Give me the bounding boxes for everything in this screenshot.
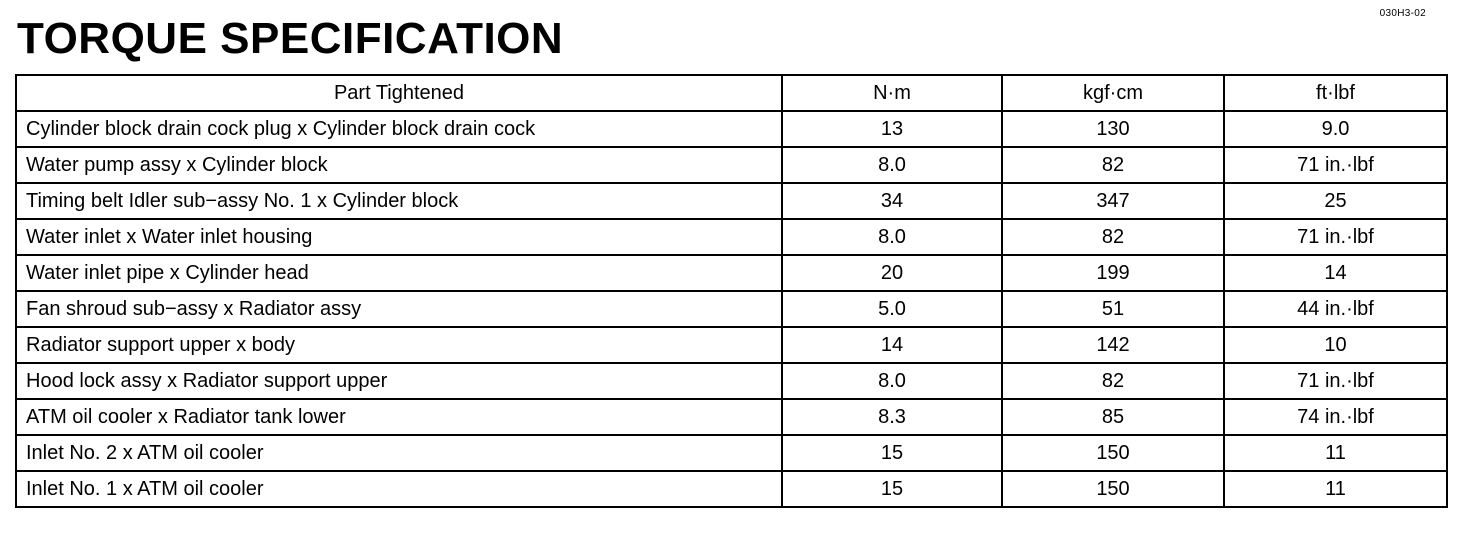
part-cell: Fan shroud sub−assy x Radiator assy bbox=[16, 291, 782, 327]
table-row bbox=[16, 111, 1447, 147]
header-part-tightened: Part Tightened bbox=[16, 75, 782, 111]
newton-meter-cell: 8.3 bbox=[782, 399, 1002, 435]
kgf-cm-cell: 199 bbox=[1002, 255, 1224, 291]
newton-meter-cell: 14 bbox=[782, 327, 1002, 363]
part-cell: ATM oil cooler x Radiator tank lower bbox=[16, 399, 782, 435]
newton-meter-cell: 15 bbox=[782, 435, 1002, 471]
table-header-row bbox=[16, 75, 1447, 111]
part-cell: Timing belt Idler sub−assy No. 1 x Cylinder block bbox=[16, 183, 782, 219]
kgf-cm-cell: 150 bbox=[1002, 435, 1224, 471]
table-body bbox=[16, 111, 1447, 507]
ft-lbf-cell: 14 bbox=[1224, 255, 1447, 291]
newton-meter-cell: 8.0 bbox=[782, 363, 1002, 399]
ft-lbf-cell: 10 bbox=[1224, 327, 1447, 363]
ft-lbf-cell: 11 bbox=[1224, 435, 1447, 471]
kgf-cm-cell: 82 bbox=[1002, 219, 1224, 255]
newton-meter-cell: 15 bbox=[782, 471, 1002, 507]
part-cell: Inlet No. 2 x ATM oil cooler bbox=[16, 435, 782, 471]
header-kgf-cm: kgf·cm bbox=[1002, 75, 1224, 111]
table-row bbox=[16, 327, 1447, 363]
kgf-cm-cell: 142 bbox=[1002, 327, 1224, 363]
kgf-cm-cell: 347 bbox=[1002, 183, 1224, 219]
part-cell: Radiator support upper x body bbox=[16, 327, 782, 363]
kgf-cm-cell: 85 bbox=[1002, 399, 1224, 435]
table-row bbox=[16, 255, 1447, 291]
header-ft-lbf: ft·lbf bbox=[1224, 75, 1447, 111]
table-row bbox=[16, 471, 1447, 507]
newton-meter-cell: 20 bbox=[782, 255, 1002, 291]
table-row bbox=[16, 291, 1447, 327]
kgf-cm-cell: 82 bbox=[1002, 147, 1224, 183]
part-cell: Water inlet pipe x Cylinder head bbox=[16, 255, 782, 291]
ft-lbf-cell: 71 in.·lbf bbox=[1224, 363, 1447, 399]
newton-meter-cell: 8.0 bbox=[782, 219, 1002, 255]
kgf-cm-cell: 150 bbox=[1002, 471, 1224, 507]
newton-meter-cell: 34 bbox=[782, 183, 1002, 219]
newton-meter-cell: 13 bbox=[782, 111, 1002, 147]
ft-lbf-cell: 44 in.·lbf bbox=[1224, 291, 1447, 327]
table-row bbox=[16, 363, 1447, 399]
ft-lbf-cell: 11 bbox=[1224, 471, 1447, 507]
kgf-cm-cell: 130 bbox=[1002, 111, 1224, 147]
kgf-cm-cell: 82 bbox=[1002, 363, 1224, 399]
ft-lbf-cell: 9.0 bbox=[1224, 111, 1447, 147]
table-row bbox=[16, 219, 1447, 255]
newton-meter-cell: 5.0 bbox=[782, 291, 1002, 327]
table-row bbox=[16, 183, 1447, 219]
table-row bbox=[16, 147, 1447, 183]
ft-lbf-cell: 25 bbox=[1224, 183, 1447, 219]
ft-lbf-cell: 71 in.·lbf bbox=[1224, 219, 1447, 255]
header-newton-meter: N·m bbox=[782, 75, 1002, 111]
ft-lbf-cell: 71 in.·lbf bbox=[1224, 147, 1447, 183]
part-cell: Inlet No. 1 x ATM oil cooler bbox=[16, 471, 782, 507]
part-cell: Water pump assy x Cylinder block bbox=[16, 147, 782, 183]
page-title: TORQUE SPECIFICATION bbox=[17, 14, 564, 63]
document-code: 030H3-02 bbox=[1379, 8, 1426, 19]
part-cell: Water inlet x Water inlet housing bbox=[16, 219, 782, 255]
table-row bbox=[16, 399, 1447, 435]
torque-specification-table bbox=[15, 74, 1448, 508]
ft-lbf-cell: 74 in.·lbf bbox=[1224, 399, 1447, 435]
newton-meter-cell: 8.0 bbox=[782, 147, 1002, 183]
kgf-cm-cell: 51 bbox=[1002, 291, 1224, 327]
part-cell: Cylinder block drain cock plug x Cylinder block drain cock bbox=[16, 111, 782, 147]
part-cell: Hood lock assy x Radiator support upper bbox=[16, 363, 782, 399]
table-row bbox=[16, 435, 1447, 471]
